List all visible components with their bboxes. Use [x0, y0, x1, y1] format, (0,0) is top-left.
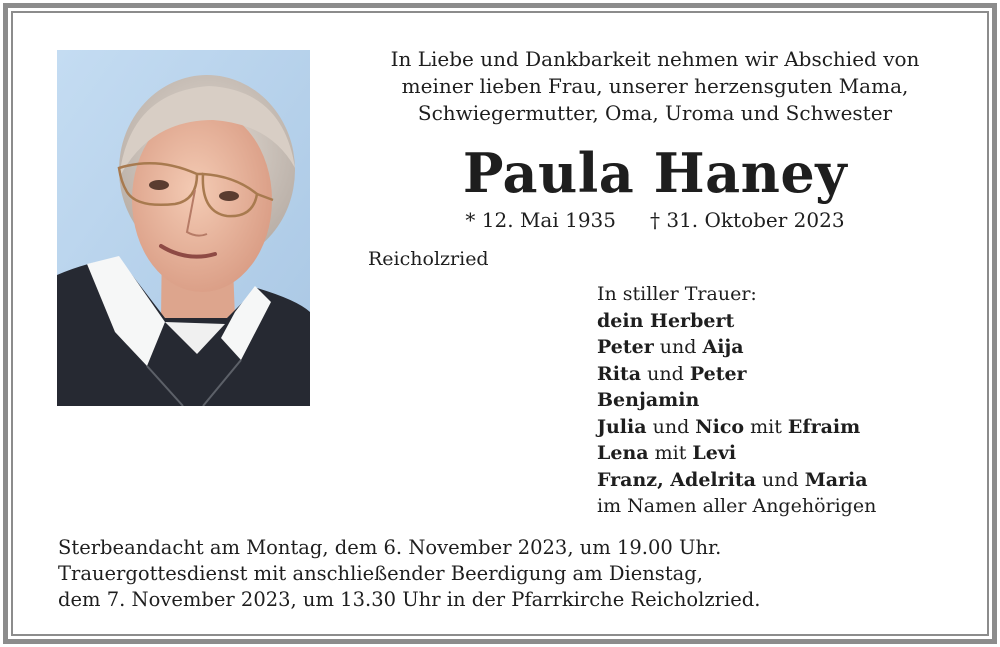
mourner-connector: und	[646, 415, 696, 438]
intro-line: In Liebe und Dankbarkeit nehmen wir Abschied von	[390, 47, 920, 71]
mourner-line	[597, 440, 876, 467]
mourner-line	[597, 308, 876, 335]
mourner-connector: mit	[744, 415, 788, 438]
mourner-name: Peter	[689, 362, 747, 385]
mourner-connector: und	[641, 362, 690, 385]
mourner-name: Julia	[597, 415, 647, 438]
hometown: Reicholzried	[368, 248, 489, 270]
mourner-name: Efraim	[787, 415, 861, 438]
mourners-list	[597, 281, 876, 520]
mourner-connector: mit	[648, 442, 693, 464]
service-line: Sterbeandacht am Montag, dem 6. November 2023, um 19.00 Uhr.	[58, 536, 722, 559]
service-line: dem 7. November 2023, um 13.30 Uhr in der Pfarrkirche Reicholzried.	[58, 588, 761, 611]
service-line: Trauergottesdienst mit anschließender Beerdigung am Dienstag,	[58, 562, 703, 585]
mourner-name: Peter	[597, 336, 654, 358]
mourner-connector: und	[653, 336, 703, 358]
mourner-line	[597, 334, 876, 361]
mourner-name: Aija	[702, 336, 744, 358]
mourner-line	[597, 387, 876, 414]
mourner-name: Maria	[804, 468, 868, 491]
birth-date: * 12. Mai 1935	[465, 208, 616, 232]
intro-line: Schwiegermutter, Oma, Uroma und Schwester	[417, 101, 893, 125]
death-date: † 31. Oktober 2023	[650, 208, 845, 232]
mourners-heading: In stiller Trauer:	[597, 283, 757, 305]
portrait-photo	[57, 50, 310, 406]
mourner-name: Levi	[692, 442, 737, 464]
mourner-name: Rita	[597, 362, 642, 385]
service-info	[58, 535, 760, 613]
mourner-name: Benjamin	[597, 389, 700, 411]
mourners-footer: im Namen aller Angehörigen	[597, 495, 877, 517]
mourner-name: Franz, Adelrita	[597, 468, 756, 491]
intro-line: meiner lieben Frau, unserer herzensguten Mama,	[401, 74, 909, 98]
mourner-name: Nico	[695, 415, 745, 438]
mourner-connector: und	[755, 468, 805, 491]
intro-text	[350, 46, 960, 127]
mourner-name: dein Herbert	[597, 309, 735, 332]
mourner-name: Lena	[597, 442, 649, 464]
mourner-line	[597, 467, 876, 494]
mourner-line	[597, 361, 876, 388]
deceased-name: Paula Haney	[462, 141, 848, 205]
life-dates	[350, 206, 960, 234]
mourner-line	[597, 414, 876, 441]
